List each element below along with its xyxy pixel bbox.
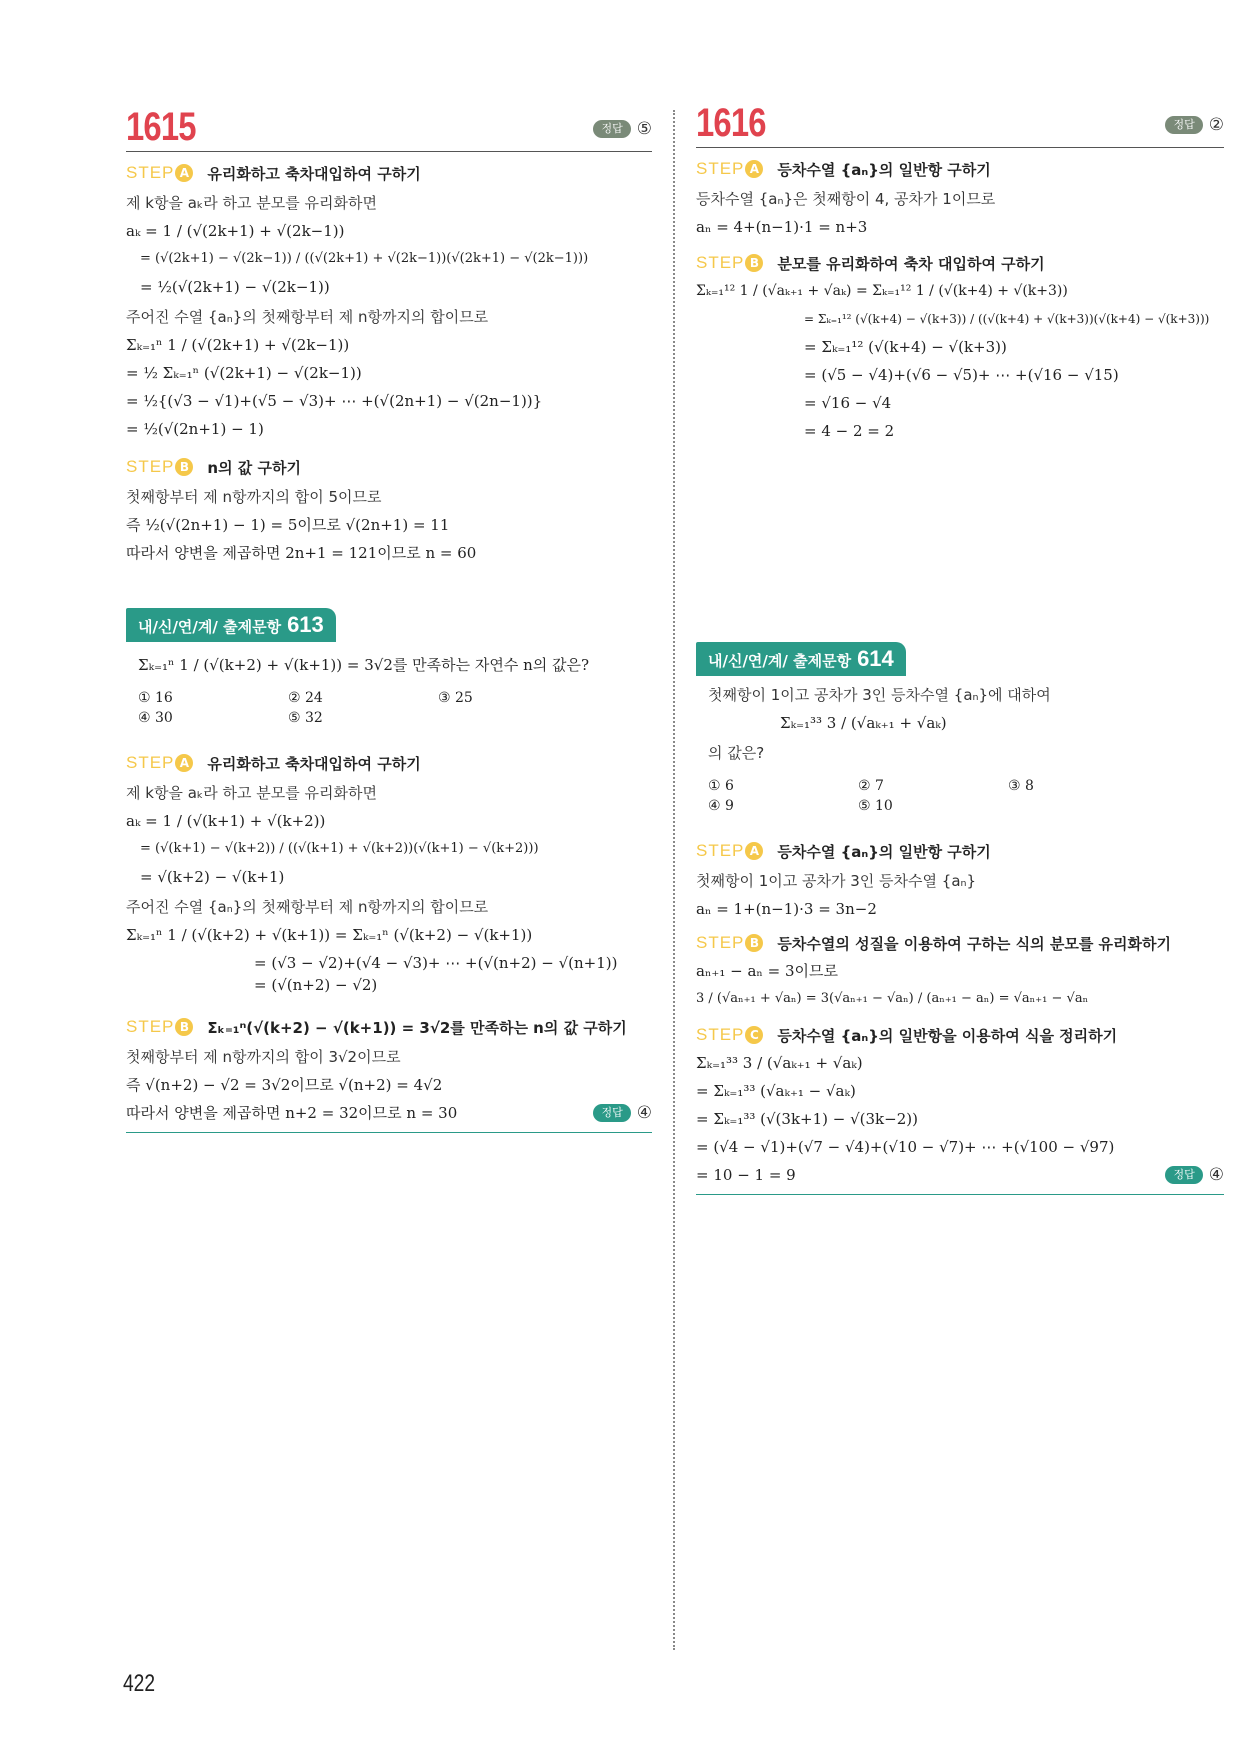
section-tab-number: 613 xyxy=(287,612,324,637)
step-label: STEP xyxy=(126,457,175,476)
problem-number: 1616 xyxy=(696,101,766,145)
equation: aₖ = 1 / (√(k+1) + √(k+2)) xyxy=(126,812,326,830)
equation: Σₖ₌₁ⁿ 1 / (√(2k+1) + √(2k−1)) xyxy=(126,336,350,354)
answer-mark: ⑤ xyxy=(636,119,652,139)
step-badge-b: B xyxy=(175,458,193,476)
answer-badge: 정답 xyxy=(1165,116,1202,134)
right-column xyxy=(696,100,1224,1195)
step-title: 등차수열의 성질을 이용하여 구하는 식의 분모를 유리화하기 xyxy=(777,934,1171,953)
choice-5[interactable]: ⑤ 32 xyxy=(288,710,323,726)
answer-badge: 정답 xyxy=(593,120,630,138)
equation: = Σₖ₌₁³³ (√aₖ₊₁ − √aₖ) xyxy=(696,1082,856,1100)
step-title: 유리화하고 축차대입하여 구하기 xyxy=(207,754,421,773)
step-label: STEP xyxy=(696,841,745,860)
step-title: 분모를 유리화하여 축차 대입하여 구하기 xyxy=(777,254,1045,273)
equation: = √16 − √4 xyxy=(804,394,892,412)
step-badge-a: A xyxy=(175,164,193,182)
question: Σₖ₌₁ⁿ 1 / (√(k+2) + √(k+1)) = 3√2를 만족하는 자연수 n의 값은? xyxy=(138,656,590,674)
equation: Σₖ₌₁³³ 3 / (√aₖ₊₁ + √aₖ) xyxy=(696,1054,863,1072)
step-label: STEP xyxy=(696,933,745,952)
choice-2[interactable]: ② 7 xyxy=(858,778,884,794)
question-line: 의 값은? xyxy=(708,744,765,762)
section-end-rule xyxy=(696,1194,1224,1195)
step-header xyxy=(126,456,652,478)
step-badge-c: C xyxy=(745,1026,763,1044)
equation: 따라서 양변을 제곱하면 2n+1 = 121이므로 n = 60 xyxy=(126,544,477,562)
section-tab xyxy=(126,608,336,642)
text-line: 첫째항이 1이고 공차가 3인 등차수열 {aₙ} xyxy=(696,872,977,890)
choice-5[interactable]: ⑤ 10 xyxy=(858,798,893,814)
step-label: STEP xyxy=(126,753,175,772)
equation: aₙ₊₁ − aₙ = 3이므로 xyxy=(696,962,839,980)
equation: aₙ = 1+(n−1)·3 = 3n−2 xyxy=(696,900,877,918)
choice-4[interactable]: ④ 9 xyxy=(708,798,734,814)
step-header xyxy=(126,162,652,184)
text-line: 첫째항부터 제 n항까지의 합이 3√2이므로 xyxy=(126,1048,401,1066)
text-line: 제 k항을 aₖ라 하고 분모를 유리화하면 xyxy=(126,784,377,802)
equation: = (√5 − √4)+(√6 − √5)+ ⋯ +(√16 − √15) xyxy=(804,366,1119,384)
step-label: STEP xyxy=(126,163,175,182)
problem-number: 1615 xyxy=(126,105,196,149)
step-title: 등차수열 {aₙ}의 일반항 구하기 xyxy=(777,842,991,861)
left-column xyxy=(126,100,652,1133)
equation: = (√(2k+1) − √(2k−1)) / ((√(2k+1) + √(2k−1))(√(2k+1) − √(2k−1))) xyxy=(140,251,589,266)
step-label: STEP xyxy=(696,159,745,178)
step-header xyxy=(126,752,652,774)
text-line: 주어진 수열 {aₙ}의 첫째항부터 제 n항까지의 합이므로 xyxy=(126,898,489,916)
equation: = 10 − 1 = 9 xyxy=(696,1166,796,1184)
step-header xyxy=(696,1024,1224,1046)
choice-4[interactable]: ④ 30 xyxy=(138,710,173,726)
step-header xyxy=(126,1016,652,1038)
choice-1[interactable]: ① 16 xyxy=(138,690,173,706)
equation: Σₖ₌₁ⁿ 1 / (√(k+2) + √(k+1)) = Σₖ₌₁ⁿ (√(k+2) − √(k+1)) xyxy=(126,926,533,944)
equation: = (√3 − √2)+(√4 − √3)+ ⋯ +(√(n+2) − √(n+1)) xyxy=(254,954,618,972)
equation: = Σₖ₌₁¹² (√(k+4) − √(k+3)) xyxy=(804,338,1007,356)
section-tab xyxy=(696,642,906,676)
step-label: STEP xyxy=(126,1017,175,1036)
equation: = 4 − 2 = 2 xyxy=(804,422,895,440)
problem-header-1615 xyxy=(126,100,652,152)
equation: 따라서 양변을 제곱하면 n+2 = 32이므로 n = 30 xyxy=(126,1104,458,1122)
step-badge-a: A xyxy=(175,754,193,772)
text-line: 첫째항부터 제 n항까지의 합이 5이므로 xyxy=(126,488,382,506)
section-tab-label: 내/신/연/계/ 출제문항 xyxy=(138,618,282,636)
choice-3[interactable]: ③ 25 xyxy=(438,690,473,706)
step-badge-a: A xyxy=(745,842,763,860)
equation: = (√(k+1) − √(k+2)) / ((√(k+1) + √(k+2))(√(k+1) − √(k+2))) xyxy=(140,841,539,856)
step-label: STEP xyxy=(696,1025,745,1044)
equation: = ½{(√3 − √1)+(√5 − √3)+ ⋯ +(√(2n+1) − √(2n−1))} xyxy=(126,392,543,410)
answer-indicator xyxy=(593,119,652,139)
column-divider xyxy=(673,110,675,1650)
step-title: Σₖ₌₁ⁿ(√(k+2) − √(k+1)) = 3√2를 만족하는 n의 값 구하기 xyxy=(207,1018,627,1037)
question-formula: Σₖ₌₁³³ 3 / (√aₖ₊₁ + √aₖ) xyxy=(780,714,947,732)
answer-mark: ④ xyxy=(1208,1165,1224,1185)
equation: aₙ = 4+(n−1)·1 = n+3 xyxy=(696,218,868,236)
equation: = (√(n+2) − √2) xyxy=(254,976,378,994)
equation: = Σₖ₌₁³³ (√(3k+1) − √(3k−2)) xyxy=(696,1110,918,1128)
equation: aₖ = 1 / (√(2k+1) + √(2k−1)) xyxy=(126,222,345,240)
section-end-rule xyxy=(126,1132,652,1133)
answer-indicator xyxy=(593,1103,652,1123)
choice-3[interactable]: ③ 8 xyxy=(1008,778,1034,794)
step-title: n의 값 구하기 xyxy=(207,458,301,477)
equation: 3 / (√aₙ₊₁ + √aₙ) = 3(√aₙ₊₁ − √aₙ) / (aₙ₊₁ − aₙ) = √aₙ₊₁ − √aₙ xyxy=(696,991,1089,1006)
step-header xyxy=(696,158,1224,180)
question-line: 첫째항이 1이고 공차가 3인 등차수열 {aₙ}에 대하여 xyxy=(708,686,1051,704)
answer-badge: 정답 xyxy=(593,1104,630,1122)
step-header xyxy=(696,932,1224,954)
linked-problem-613 xyxy=(126,608,652,1133)
equation: Σₖ₌₁¹² 1 / (√aₖ₊₁ + √aₖ) = Σₖ₌₁¹² 1 / (√(k+4) + √(k+3)) xyxy=(696,283,1068,299)
final-row xyxy=(126,1096,652,1124)
equation: = ½ Σₖ₌₁ⁿ (√(2k+1) − √(2k−1)) xyxy=(126,364,362,382)
section-tab-label: 내/신/연/계/ 출제문항 xyxy=(708,652,852,670)
step-title: 유리화하고 축차대입하여 구하기 xyxy=(207,164,421,183)
linked-problem-614 xyxy=(696,642,1224,1195)
problem-header-1616 xyxy=(696,100,1224,148)
choice-2[interactable]: ② 24 xyxy=(288,690,323,706)
equation: 즉 √(n+2) − √2 = 3√2이므로 √(n+2) = 4√2 xyxy=(126,1076,443,1094)
equation: = ½(√(2n+1) − 1) xyxy=(126,420,264,438)
answer-mark: ② xyxy=(1208,115,1224,135)
page-number: 422 xyxy=(123,1670,156,1697)
step-title: 등차수열 {aₙ}의 일반항을 이용하여 식을 정리하기 xyxy=(777,1026,1118,1045)
answer-mark: ④ xyxy=(636,1103,652,1123)
text-line: 등차수열 {aₙ}은 첫째항이 4, 공차가 1이므로 xyxy=(696,190,996,208)
final-row xyxy=(696,1158,1224,1186)
answer-indicator xyxy=(1165,1165,1224,1185)
equation: = √(k+2) − √(k+1) xyxy=(140,868,285,886)
choices xyxy=(696,778,1224,814)
section-tab-number: 614 xyxy=(857,646,894,671)
equation: = ½(√(2k+1) − √(2k−1)) xyxy=(140,278,330,296)
step-badge-b: B xyxy=(745,934,763,952)
text-line: 주어진 수열 {aₙ}의 첫째항부터 제 n항까지의 합이므로 xyxy=(126,308,489,326)
step-title: 등차수열 {aₙ}의 일반항 구하기 xyxy=(777,160,991,179)
answer-badge: 정답 xyxy=(1165,1166,1202,1184)
step-badge-a: A xyxy=(745,160,763,178)
step-badge-b: B xyxy=(175,1018,193,1036)
step-header xyxy=(696,840,1224,862)
choices xyxy=(126,690,652,726)
text-line: 제 k항을 aₖ라 하고 분모를 유리화하면 xyxy=(126,194,377,212)
equation: = (√4 − √1)+(√7 − √4)+(√10 − √7)+ ⋯ +(√100 − √97) xyxy=(696,1138,1115,1156)
step-label: STEP xyxy=(696,253,745,272)
step-badge-b: B xyxy=(745,254,763,272)
equation: 즉 ½(√(2n+1) − 1) = 5이므로 √(2n+1) = 11 xyxy=(126,516,450,534)
choice-1[interactable]: ① 6 xyxy=(708,778,734,794)
answer-indicator xyxy=(1165,115,1224,135)
step-header xyxy=(696,252,1224,274)
equation: = Σₖ₌₁¹² (√(k+4) − √(k+3)) / ((√(k+4) + √(k+3))(√(k+4) − √(k+3))) xyxy=(804,312,1210,326)
